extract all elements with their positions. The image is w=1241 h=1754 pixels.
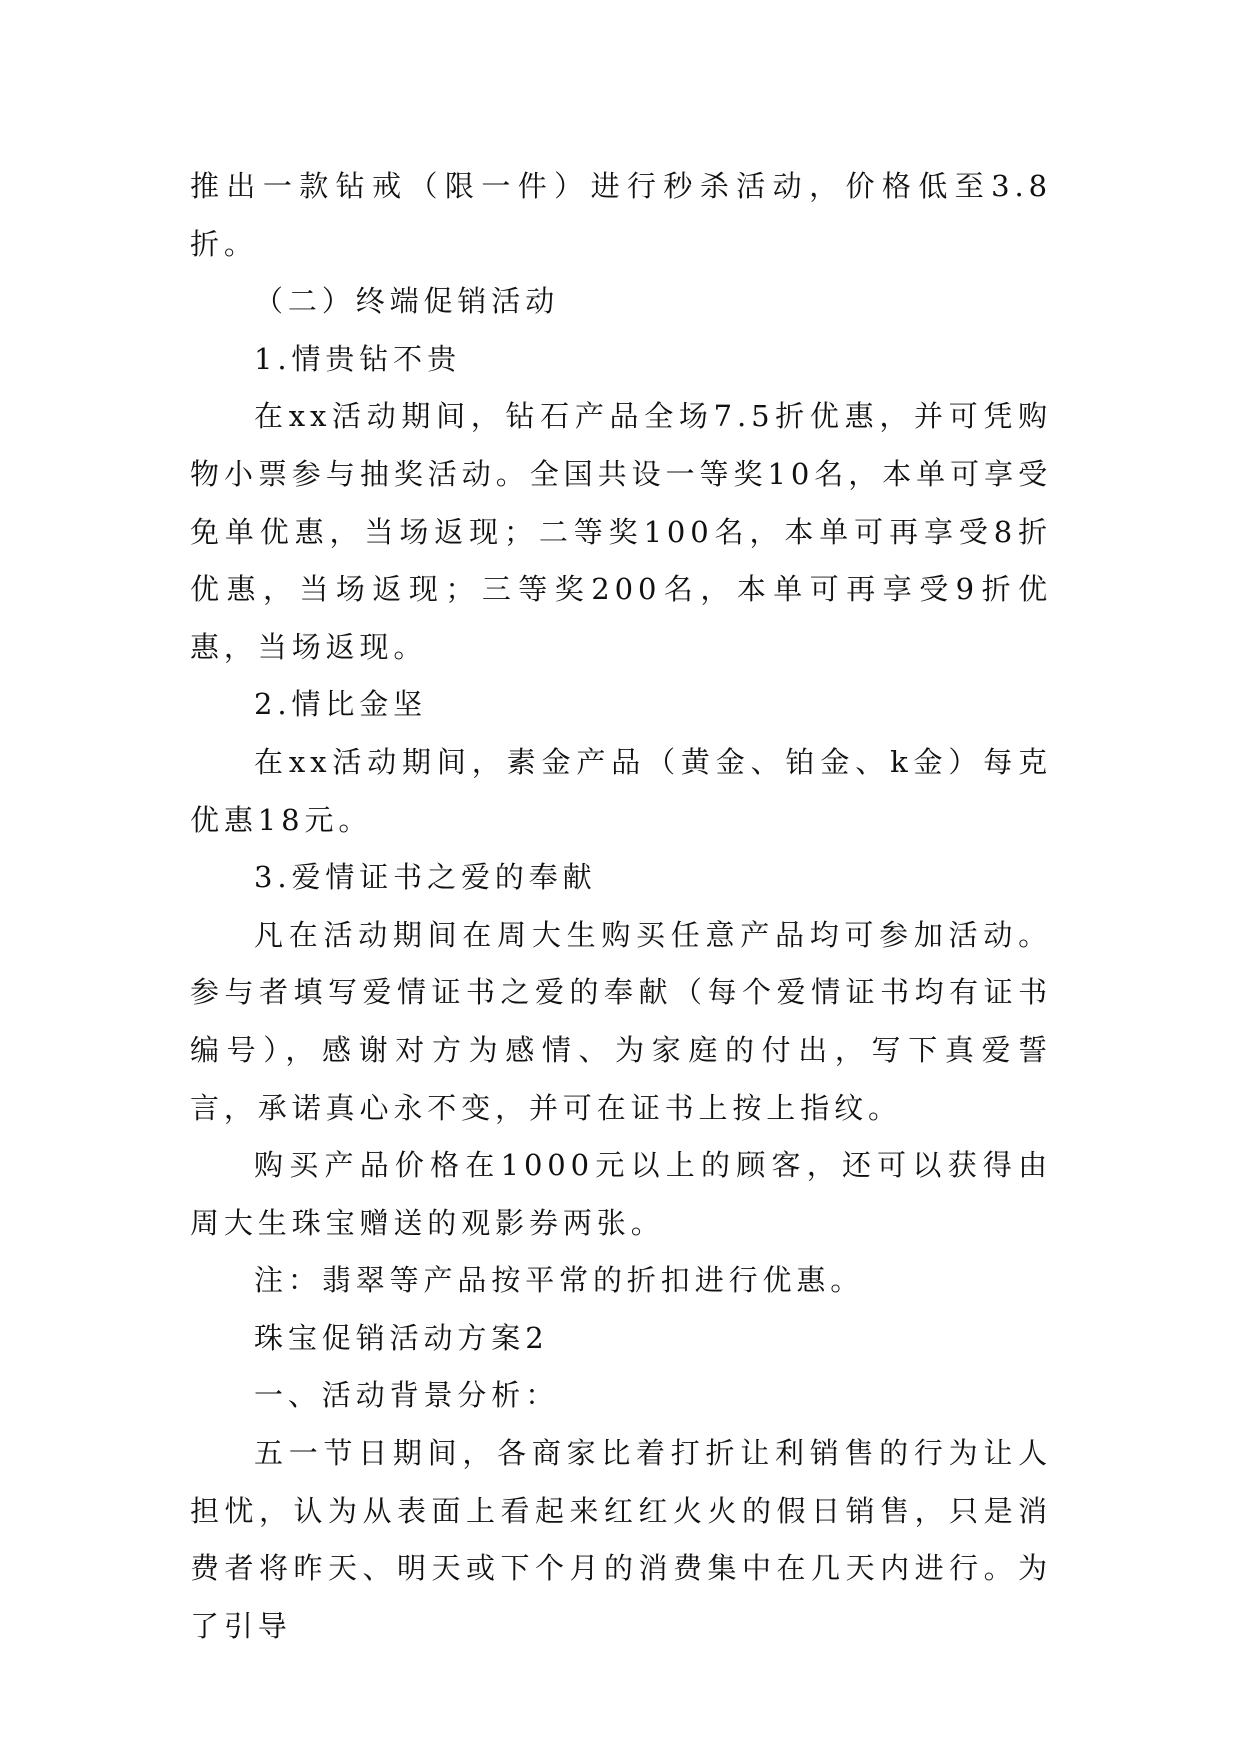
paragraph-gold-offer: 在xx活动期间，素金产品（黄金、铂金、k金）每克优惠18元。 [190, 744, 1052, 837]
plan-2-title: 珠宝促销活动方案2 [254, 1320, 549, 1355]
paragraph-love-certificate: 凡在活动期间在周大生购买任意产品均可参加活动。参与者填写爱情证书之爱的奉献（每个爱情证书均有证书编号），感谢对方为感情、为家庭的付出，写下真爱誓言，承诺真心永不变，并可在证书上按上指纹。 [190, 917, 1052, 1125]
paragraph-1: 推出一款钻戒（限一件）进行秒杀活动，价格低至3.8折。 [190, 169, 1052, 261]
document-body [190, 158, 1052, 1655]
section-heading-background: 一、活动背景分析： [254, 1378, 560, 1413]
paragraph-background: 五一节日期间，各商家比着打折让利销售的行为让人担忧，认为从表面上看起来红红火火的假日销售，只是消费者将昨天、明天或下个月的消费集中在几天内进行。为了引导 [190, 1436, 1052, 1643]
paragraph-diamond-offer: 在xx活动期间，钻石产品全场7.5折优惠，并可凭购物小票参与抽奖活动。全国共设一等奖10名，本单可享受免单优惠，当场返现；二等奖100名，本单可再享受8折优惠，当场返现；三等奖200名，本单可再享受9折优惠，当场返现。 [190, 399, 1052, 664]
paragraph-movie-tickets: 购买产品价格在1000元以上的顾客，还可以获得由周大生珠宝赠送的观影券两张。 [190, 1148, 1052, 1240]
item-heading-2: 2.情比金坚 [254, 687, 428, 722]
item-heading-1: 1.情贵钻不贵 [254, 341, 461, 376]
paragraph-note: 注：翡翠等产品按平常的折扣进行优惠。 [254, 1263, 865, 1298]
item-heading-3: 3.爱情证书之爱的奉献 [254, 860, 597, 895]
section-heading-terminal-promotion: （二）终端促销活动 [254, 284, 560, 319]
